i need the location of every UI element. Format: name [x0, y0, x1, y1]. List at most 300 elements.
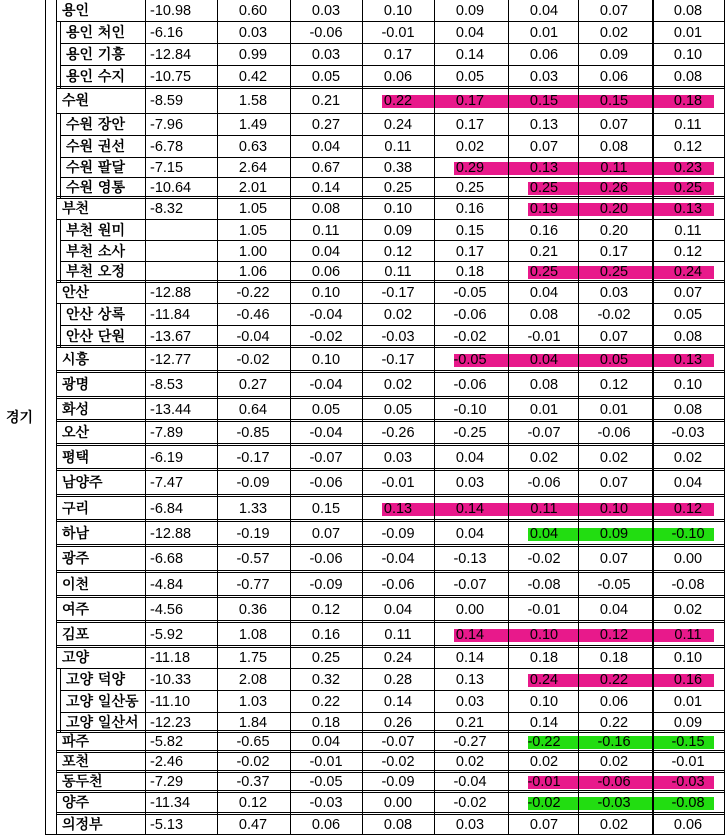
value-cell: 0.02 — [383, 307, 413, 323]
region-label: 경기 — [6, 410, 34, 426]
value-cell: -6.78 — [150, 139, 184, 155]
sub-row-indent-line — [60, 691, 61, 713]
value-cell: -12.84 — [150, 47, 192, 63]
value-cell: 0.04 — [455, 526, 485, 542]
value-cell: 0.10 — [673, 377, 703, 393]
value-cell: 2.64 — [238, 160, 268, 176]
value-cell: 0.03 — [455, 817, 485, 833]
value-cell: 0.02 — [673, 450, 703, 466]
value-cell: 0.07 — [599, 475, 629, 491]
row-name: 남양주 — [62, 475, 103, 491]
value-cell: 0.04 — [455, 450, 485, 466]
value-cell: 0.08 — [599, 139, 629, 155]
value-cell: 0.15 — [311, 501, 341, 517]
value-cell: -0.06 — [309, 475, 343, 491]
value-cell: 0.27 — [311, 117, 341, 133]
value-cell: 0.14 — [455, 501, 485, 517]
value-cell: 0.25 — [599, 264, 629, 280]
value-cell: 0.10 — [529, 627, 559, 643]
value-cell: 0.06 — [673, 817, 703, 833]
row-divider — [56, 86, 724, 89]
value-cell: -6.16 — [150, 25, 184, 41]
value-cell: -11.34 — [150, 795, 191, 811]
row-name: 수원 — [62, 93, 90, 109]
column-divider — [145, 0, 146, 835]
sub-row-indent-line — [60, 241, 61, 262]
value-cell: 0.04 — [529, 352, 559, 368]
value-cell: 0.20 — [599, 223, 629, 239]
value-cell: 0.18 — [529, 650, 559, 666]
value-cell: 0.18 — [311, 715, 341, 731]
value-cell: -0.85 — [236, 425, 270, 441]
value-cell: 0.01 — [673, 694, 703, 710]
value-cell: 0.02 — [673, 602, 703, 618]
value-cell: 0.04 — [311, 734, 341, 750]
value-cell: 0.14 — [455, 627, 485, 643]
row-name: 부천 오정 — [66, 264, 125, 280]
value-cell: -0.08 — [671, 577, 705, 593]
row-divider — [56, 21, 724, 22]
value-cell: 0.38 — [383, 160, 413, 176]
value-cell: -12.88 — [150, 285, 192, 301]
value-cell: 0.02 — [529, 450, 559, 466]
row-divider — [56, 219, 724, 220]
value-cell: -0.06 — [309, 551, 343, 567]
value-cell: 0.06 — [311, 264, 341, 280]
value-cell: 0.02 — [599, 754, 629, 770]
value-cell: -0.04 — [309, 377, 343, 393]
value-cell: 0.28 — [383, 672, 413, 688]
value-cell: 0.42 — [238, 69, 268, 85]
value-cell: 0.03 — [599, 285, 629, 301]
value-cell: 0.04 — [455, 25, 485, 41]
value-cell: 1.05 — [238, 201, 268, 217]
value-cell: -5.13 — [150, 817, 184, 833]
value-cell: 0.11 — [384, 139, 412, 155]
value-cell: -7.15 — [150, 160, 184, 176]
value-cell: 0.00 — [455, 602, 485, 618]
value-cell: -0.16 — [597, 734, 631, 750]
value-cell: 0.27 — [238, 377, 268, 393]
value-cell: 0.02 — [383, 377, 413, 393]
value-cell: -0.17 — [236, 450, 270, 466]
value-cell: 0.16 — [455, 201, 485, 217]
value-cell: 0.63 — [238, 139, 268, 155]
value-cell: 0.02 — [599, 817, 629, 833]
value-cell: 0.05 — [599, 352, 629, 368]
value-cell: -0.04 — [236, 329, 270, 345]
value-cell: 0.04 — [311, 139, 341, 155]
row-name: 하남 — [62, 526, 90, 542]
value-cell: -0.07 — [309, 450, 343, 466]
value-cell: 2.08 — [238, 672, 268, 688]
value-cell: 0.07 — [599, 117, 629, 133]
value-cell: 0.04 — [311, 244, 341, 260]
value-cell: -12.77 — [150, 352, 192, 368]
row-name: 안산 — [62, 285, 90, 301]
row-name: 수원 장안 — [66, 117, 125, 133]
value-cell: -13.67 — [150, 329, 192, 345]
value-cell: 0.11 — [384, 627, 412, 643]
value-cell: -10.33 — [150, 672, 192, 688]
value-cell: 0.12 — [673, 244, 703, 260]
value-cell: 0.07 — [529, 817, 559, 833]
value-cell: 1.33 — [238, 501, 268, 517]
value-cell: 0.22 — [311, 694, 341, 710]
value-cell: -0.06 — [527, 475, 561, 491]
row-divider — [60, 65, 724, 66]
value-cell: 0.21 — [455, 715, 485, 731]
value-cell: 0.12 — [599, 377, 629, 393]
value-cell: 0.24 — [383, 650, 413, 666]
value-cell: -0.46 — [236, 307, 270, 323]
value-cell: -0.02 — [527, 795, 561, 811]
value-cell: 1.75 — [238, 650, 268, 666]
value-cell: 0.11 — [674, 223, 702, 239]
value-cell: 0.12 — [673, 501, 703, 517]
value-cell: 1.05 — [238, 223, 268, 239]
value-cell: -0.15 — [671, 734, 705, 750]
value-cell: -0.01 — [527, 774, 561, 790]
value-cell: -7.29 — [150, 774, 184, 790]
value-cell: 0.09 — [383, 223, 413, 239]
value-cell: 0.18 — [673, 93, 703, 109]
value-cell: -8.32 — [150, 201, 184, 217]
value-cell: 0.04 — [599, 602, 629, 618]
value-cell: -0.02 — [236, 352, 270, 368]
row-divider — [56, 620, 724, 623]
value-cell: -0.26 — [381, 425, 415, 441]
row-name: 안산 단원 — [66, 329, 125, 345]
value-cell: -6.68 — [150, 551, 184, 567]
row-divider — [56, 770, 724, 773]
sub-row-indent-line — [60, 669, 61, 691]
value-cell: -0.03 — [309, 795, 343, 811]
value-cell: 0.26 — [383, 715, 413, 731]
value-cell: 0.07 — [673, 285, 703, 301]
value-cell: -0.01 — [309, 754, 343, 770]
value-cell: -0.01 — [381, 25, 415, 41]
value-cell: 0.07 — [599, 329, 629, 345]
value-cell: 0.08 — [529, 377, 559, 393]
row-name: 부천 소사 — [66, 244, 125, 260]
value-cell: 0.01 — [599, 402, 629, 418]
value-cell: -0.09 — [381, 526, 415, 542]
value-cell: 0.17 — [455, 93, 485, 109]
value-cell: -0.06 — [309, 25, 343, 41]
value-cell: 0.14 — [383, 694, 413, 710]
row-divider — [56, 570, 724, 573]
value-cell: 0.13 — [529, 160, 559, 176]
value-cell: -11.84 — [150, 307, 191, 323]
value-cell: -0.08 — [671, 795, 705, 811]
value-cell: 0.25 — [311, 650, 341, 666]
value-cell: -7.47 — [150, 475, 184, 491]
value-cell: 0.05 — [311, 69, 341, 85]
value-cell: -12.23 — [150, 715, 192, 731]
value-cell: 0.11 — [674, 627, 702, 643]
value-cell: 0.05 — [673, 307, 703, 323]
value-cell: 1.03 — [238, 694, 268, 710]
value-cell: 0.25 — [383, 180, 413, 196]
value-cell: 0.08 — [383, 817, 413, 833]
value-cell: 0.10 — [673, 650, 703, 666]
row-divider — [60, 240, 724, 241]
value-cell: 0.11 — [384, 264, 412, 280]
value-cell: -0.13 — [453, 551, 487, 567]
sub-row-indent-line — [60, 136, 61, 158]
value-cell: -0.17 — [381, 352, 415, 368]
value-cell: 0.17 — [455, 244, 485, 260]
row-divider — [56, 812, 724, 815]
row-name: 오산 — [62, 425, 90, 441]
value-cell: 0.29 — [455, 160, 485, 176]
row-divider — [56, 443, 724, 446]
value-cell: 0.11 — [600, 160, 628, 176]
value-cell: 0.06 — [599, 69, 629, 85]
value-cell: 1.58 — [238, 93, 268, 109]
value-cell: 0.07 — [599, 551, 629, 567]
row-divider — [56, 396, 724, 399]
value-cell: 0.05 — [311, 402, 341, 418]
value-cell: -0.03 — [381, 329, 415, 345]
sub-row-indent-line — [60, 713, 61, 732]
value-cell: 0.13 — [383, 501, 413, 517]
value-cell: -4.84 — [150, 577, 184, 593]
value-cell: 0.24 — [529, 672, 559, 688]
row-name: 용인 — [62, 3, 90, 19]
value-cell: 0.04 — [529, 3, 559, 19]
value-cell: 0.18 — [455, 264, 485, 280]
value-cell: 0.08 — [673, 69, 703, 85]
value-cell: 0.10 — [311, 352, 341, 368]
value-cell: 0.13 — [529, 117, 559, 133]
value-cell: 0.15 — [455, 223, 485, 239]
row-divider — [60, 177, 724, 178]
row-name: 고양 — [62, 650, 90, 666]
value-cell: 0.02 — [599, 25, 629, 41]
row-name: 포천 — [62, 754, 90, 770]
value-cell: -0.07 — [381, 734, 415, 750]
row-name: 부천 원미 — [66, 223, 125, 239]
row-name: 광주 — [62, 551, 90, 567]
row-divider — [56, 280, 724, 283]
row-name: 수원 팔달 — [66, 160, 125, 176]
value-cell: 0.22 — [599, 672, 629, 688]
sub-row-indent-line — [60, 262, 61, 282]
value-cell: 0.04 — [529, 526, 559, 542]
value-cell: 0.03 — [529, 69, 559, 85]
value-cell: 0.01 — [529, 25, 559, 41]
value-cell: -0.09 — [309, 577, 343, 593]
row-name: 용인 기흥 — [66, 47, 125, 63]
value-cell: 0.04 — [673, 475, 703, 491]
row-divider — [60, 690, 724, 691]
value-cell: 0.20 — [599, 201, 629, 217]
value-cell: -0.65 — [236, 734, 270, 750]
row-name: 수원 영통 — [66, 180, 125, 196]
sub-row-indent-line — [60, 44, 61, 66]
value-cell: -13.44 — [150, 402, 192, 418]
value-cell: -0.01 — [381, 475, 415, 491]
value-cell: 0.10 — [311, 285, 341, 301]
value-cell: 0.16 — [673, 672, 703, 688]
value-cell: 1.00 — [238, 244, 268, 260]
value-cell: -10.75 — [150, 69, 192, 85]
value-cell: 2.01 — [238, 180, 268, 196]
sub-row-indent-line — [60, 304, 61, 326]
sub-row-indent-line — [60, 114, 61, 136]
row-divider — [60, 157, 724, 158]
value-cell: 0.25 — [455, 180, 485, 196]
value-cell: 0.02 — [455, 754, 485, 770]
value-cell: -5.82 — [150, 734, 184, 750]
value-cell: -0.06 — [597, 425, 631, 441]
row-name: 평택 — [62, 450, 90, 466]
value-cell: -10.98 — [150, 3, 192, 19]
value-cell: 0.10 — [529, 694, 559, 710]
value-cell: -0.02 — [309, 329, 343, 345]
value-cell: -12.88 — [150, 526, 192, 542]
value-cell: 0.18 — [599, 650, 629, 666]
row-name: 고양 덕양 — [66, 672, 125, 688]
value-cell: 0.10 — [673, 47, 703, 63]
value-cell: -0.06 — [381, 577, 415, 593]
value-cell: -0.01 — [671, 754, 705, 770]
value-cell: 1.49 — [238, 117, 268, 133]
value-cell: 0.11 — [674, 117, 702, 133]
value-cell: 0.14 — [311, 180, 341, 196]
value-cell: 0.03 — [238, 25, 268, 41]
value-cell: 0.07 — [529, 139, 559, 155]
row-name: 이천 — [62, 577, 90, 593]
value-cell: 0.21 — [529, 244, 559, 260]
value-cell: 0.08 — [673, 329, 703, 345]
value-cell: -0.57 — [236, 551, 270, 567]
value-cell: 0.24 — [383, 117, 413, 133]
row-name: 시흥 — [62, 352, 90, 368]
row-divider — [60, 135, 724, 136]
value-cell: -0.02 — [597, 307, 631, 323]
value-cell: 1.84 — [238, 715, 268, 731]
row-name: 여주 — [62, 602, 90, 618]
value-cell: -0.22 — [236, 285, 270, 301]
value-cell: 0.03 — [455, 694, 485, 710]
value-cell: 0.13 — [673, 201, 703, 217]
value-cell: 0.14 — [529, 715, 559, 731]
value-cell: -11.10 — [150, 694, 191, 710]
value-cell: -0.09 — [236, 475, 270, 491]
value-cell: 0.00 — [383, 795, 413, 811]
value-cell: 0.07 — [311, 526, 341, 542]
row-divider — [56, 544, 724, 547]
value-cell: -4.56 — [150, 602, 184, 618]
row-name: 고양 일산동 — [66, 694, 139, 710]
value-cell: -0.05 — [453, 285, 487, 301]
value-cell: -7.96 — [150, 117, 184, 133]
value-cell: -0.06 — [453, 307, 487, 323]
value-cell: 0.08 — [311, 201, 341, 217]
row-divider — [56, 113, 724, 114]
value-cell: 0.67 — [311, 160, 341, 176]
value-cell: -0.05 — [597, 577, 631, 593]
value-cell: 0.64 — [238, 402, 268, 418]
value-cell: 0.13 — [673, 352, 703, 368]
value-cell: -0.04 — [309, 307, 343, 323]
value-cell: -0.22 — [527, 734, 561, 750]
value-cell: -0.25 — [453, 425, 487, 441]
sub-row-indent-line — [60, 326, 61, 347]
value-cell: 0.10 — [383, 201, 413, 217]
value-cell: 0.12 — [311, 602, 341, 618]
value-cell: 0.21 — [311, 93, 341, 109]
value-cell: 0.00 — [673, 551, 703, 567]
value-cell: 1.08 — [238, 627, 268, 643]
value-cell: 0.09 — [455, 3, 485, 19]
row-divider — [56, 303, 724, 304]
value-cell: 0.09 — [599, 47, 629, 63]
value-cell: 0.15 — [599, 93, 629, 109]
value-cell: 0.07 — [599, 3, 629, 19]
value-cell: 0.15 — [529, 93, 559, 109]
value-cell: 0.14 — [455, 47, 485, 63]
value-cell: -0.03 — [597, 795, 631, 811]
row-divider — [56, 790, 724, 793]
value-cell: -0.02 — [453, 795, 487, 811]
value-cell: 0.05 — [383, 402, 413, 418]
row-divider — [56, 196, 724, 199]
value-cell: -0.19 — [236, 526, 270, 542]
row-name: 화성 — [62, 402, 90, 418]
row-divider — [56, 645, 724, 648]
value-cell: 0.02 — [529, 754, 559, 770]
value-cell: -0.27 — [453, 734, 487, 750]
row-name: 부천 — [62, 201, 90, 217]
value-cell: 0.08 — [529, 307, 559, 323]
row-divider — [56, 468, 724, 471]
row-divider — [56, 494, 724, 497]
value-cell: -0.06 — [597, 774, 631, 790]
value-cell: 0.06 — [599, 694, 629, 710]
row-divider — [60, 261, 724, 262]
value-cell: 0.60 — [238, 3, 268, 19]
value-cell: -0.02 — [381, 754, 415, 770]
value-cell: 0.47 — [238, 817, 268, 833]
value-cell: -6.84 — [150, 501, 184, 517]
value-cell: 0.13 — [455, 672, 485, 688]
row-name: 의정부 — [62, 817, 103, 833]
value-cell: 0.22 — [383, 93, 413, 109]
value-cell: 0.03 — [311, 47, 341, 63]
value-cell: -0.05 — [309, 774, 343, 790]
value-cell: -0.07 — [527, 425, 561, 441]
row-name: 구리 — [62, 501, 90, 517]
value-cell: 0.06 — [383, 69, 413, 85]
sub-row-indent-line — [60, 158, 61, 178]
value-cell: 0.03 — [383, 450, 413, 466]
value-cell: -0.02 — [527, 551, 561, 567]
value-cell: 0.11 — [312, 223, 340, 239]
value-cell: 0.19 — [529, 201, 559, 217]
row-divider — [60, 325, 724, 326]
value-cell: 0.11 — [530, 501, 558, 517]
value-cell: 0.08 — [673, 3, 703, 19]
row-divider — [56, 595, 724, 598]
value-cell: -0.02 — [453, 329, 487, 345]
sub-row-indent-line — [60, 66, 61, 88]
row-divider — [56, 750, 724, 753]
value-cell: 0.10 — [383, 3, 413, 19]
